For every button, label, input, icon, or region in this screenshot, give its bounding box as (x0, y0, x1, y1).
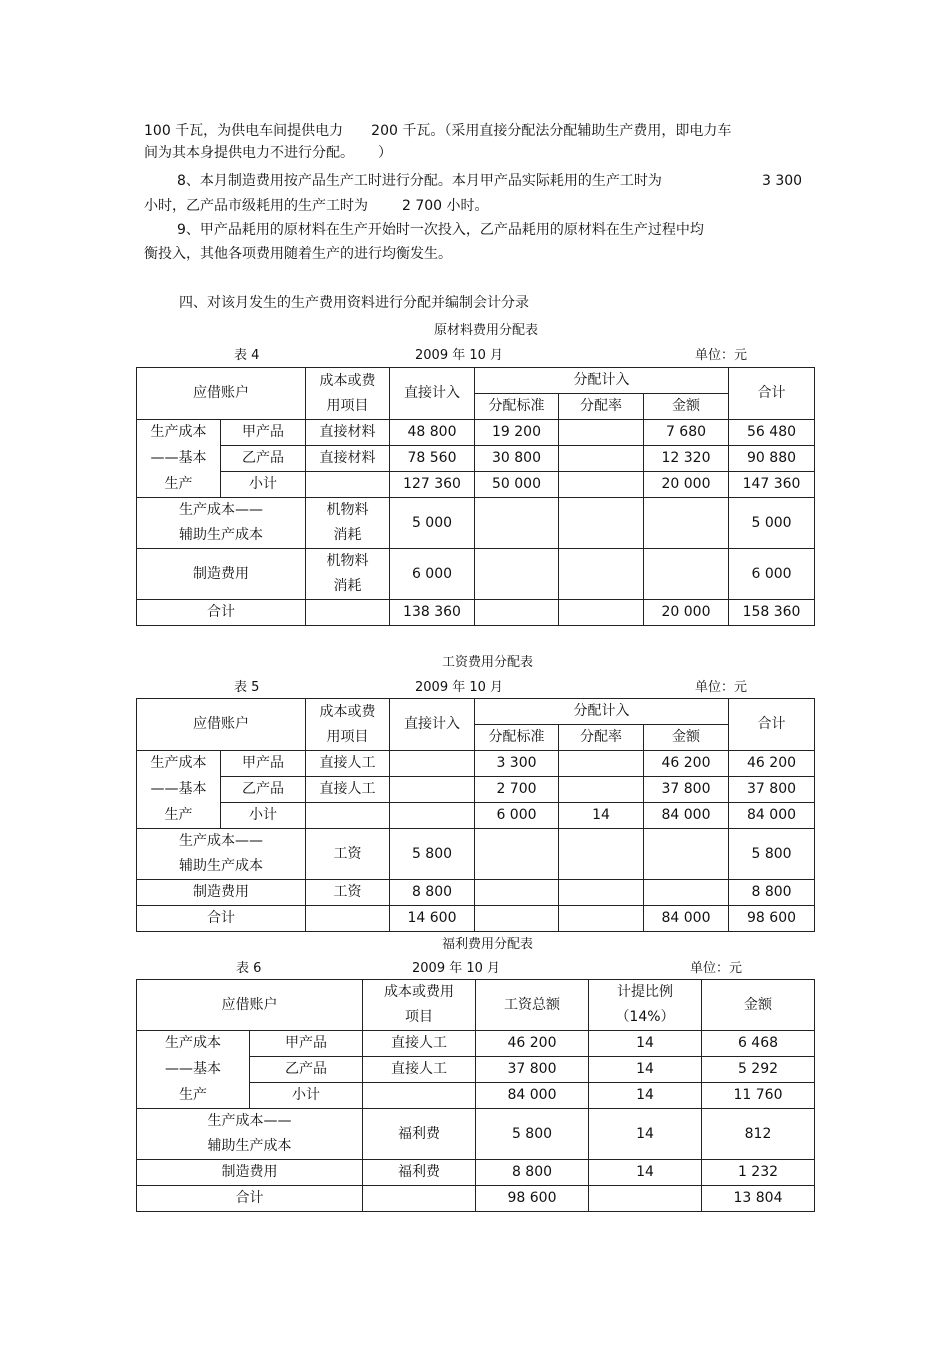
cell: 直接材料 (306, 420, 390, 446)
cell (306, 600, 390, 626)
cell: 84 000 (476, 1083, 589, 1109)
cell: 直接人工 (363, 1057, 476, 1083)
group-label: 生产 (137, 472, 221, 498)
header-direct: 直接计入 (390, 368, 475, 420)
cell: 158 360 (729, 600, 815, 626)
cell: 6 000 (475, 803, 559, 829)
table5-title: 工资费用分配表 (442, 655, 534, 670)
table4-date: 2009 年 10 月 (415, 348, 504, 363)
cell (559, 420, 644, 446)
cell (559, 498, 644, 549)
cell-line: 辅助生产成本 (179, 858, 263, 874)
table-row (137, 420, 815, 446)
cell-line: 生产成本—— (207, 1113, 292, 1129)
cell (475, 498, 559, 549)
cell: 5 000 (729, 498, 815, 549)
table4-title: 原材料费用分配表 (434, 323, 539, 338)
cell: 37 800 (476, 1057, 589, 1083)
cell: 6 000 (729, 549, 815, 600)
cell: 合计 (137, 906, 306, 932)
table6-title: 福利费用分配表 (442, 937, 534, 952)
table-row (137, 1160, 815, 1186)
intro-line-1 (144, 121, 731, 141)
cell: 工资 (306, 829, 390, 880)
cell: 5 800 (729, 829, 815, 880)
group-label: 生产 (137, 803, 221, 829)
cell (363, 1186, 476, 1212)
header-item-l2: 用项目 (326, 397, 369, 414)
cell (475, 906, 559, 932)
cell-line: 消耗 (333, 578, 362, 594)
cell: 8 800 (476, 1160, 589, 1186)
header-rate: 分配率 (559, 725, 644, 751)
table-row (137, 498, 815, 549)
intro-text: 200 千瓦。（采用直接分配法分配辅助生产费用，即电力车 (371, 123, 732, 139)
cell: 合计 (137, 1186, 363, 1212)
cell (644, 498, 729, 549)
cell (137, 1109, 363, 1160)
cell: 20 000 (644, 600, 729, 626)
cell: 78 560 (390, 446, 475, 472)
cell (589, 1186, 702, 1212)
header-item (363, 980, 476, 1031)
header-item-l1: 成本或费用 (384, 984, 454, 1000)
cell (306, 906, 390, 932)
cell: 直接人工 (363, 1031, 476, 1057)
header-item-l2: 用项目 (326, 728, 369, 745)
intro-line-2 (144, 143, 392, 163)
table-row (137, 1109, 815, 1160)
cell (390, 777, 475, 803)
group-label: ——基本 (137, 777, 221, 803)
cell: 福利费 (363, 1109, 476, 1160)
cell: 5 000 (390, 498, 475, 549)
cell: 乙产品 (250, 1057, 363, 1083)
cell: 14 (589, 1109, 702, 1160)
cell (559, 906, 644, 932)
cell (559, 880, 644, 906)
cell (559, 472, 644, 498)
header-direct: 直接计入 (390, 699, 475, 751)
intro-text: 8、本月制造费用按产品生产工时进行分配。本月甲产品实际耗用的生产工时为 (177, 173, 662, 189)
cell: 5 292 (702, 1057, 815, 1083)
table-row (137, 880, 815, 906)
cell: 直接人工 (306, 751, 390, 777)
group-label: 生产成本 (137, 1031, 250, 1057)
cell (137, 829, 306, 880)
intro-line-3-num: 3 300 (762, 173, 803, 189)
material-cost-table (136, 367, 815, 626)
intro-text: ） (378, 145, 392, 161)
cell: 56 480 (729, 420, 815, 446)
cell (137, 498, 306, 549)
cell: 1 232 (702, 1160, 815, 1186)
cell-line: 机物料 (326, 502, 369, 518)
cell-line: 机物料 (326, 553, 369, 569)
header-ratio-l2: （14%） (615, 1009, 675, 1025)
header-account: 应借账户 (137, 980, 363, 1031)
cell (559, 446, 644, 472)
cell (390, 803, 475, 829)
cell: 14 600 (390, 906, 475, 932)
cell: 12 320 (644, 446, 729, 472)
cell: 工资 (306, 880, 390, 906)
table5-unit: 单位：元 (695, 680, 748, 695)
header-wage-total: 工资总额 (476, 980, 589, 1031)
cell: 98 600 (729, 906, 815, 932)
table6-date: 2009 年 10 月 (412, 961, 501, 976)
table-row (137, 751, 815, 777)
cell: 14 (589, 1057, 702, 1083)
header-rate: 分配率 (559, 394, 644, 420)
cell-line: 辅助生产成本 (179, 527, 263, 543)
cell (475, 880, 559, 906)
cell: 812 (702, 1109, 815, 1160)
cell (475, 829, 559, 880)
cell: 46 200 (729, 751, 815, 777)
header-item-l2: 项目 (405, 1009, 433, 1025)
cell (475, 600, 559, 626)
cell: 2 700 (475, 777, 559, 803)
intro-text: 100 千瓦，为供电车间提供电力 (144, 123, 344, 139)
cell (306, 803, 390, 829)
table-row (137, 829, 815, 880)
group-label: 生产成本 (137, 751, 221, 777)
cell: 46 200 (476, 1031, 589, 1057)
table4-number: 表 4 (234, 348, 260, 363)
cell: 6 000 (390, 549, 475, 600)
cell: 7 680 (644, 420, 729, 446)
cell: 37 800 (644, 777, 729, 803)
intro-text: 间为其本身提供电力不进行分配。 (144, 145, 354, 161)
group-label: ——基本 (137, 1057, 250, 1083)
cell: 乙产品 (221, 777, 306, 803)
cell: 合计 (137, 600, 306, 626)
header-amount: 金额 (644, 725, 729, 751)
cell: 乙产品 (221, 446, 306, 472)
cell: 37 800 (729, 777, 815, 803)
header-item (306, 699, 390, 751)
header-item-l1: 成本或费 (319, 372, 376, 389)
cell (363, 1083, 476, 1109)
cell: 48 800 (390, 420, 475, 446)
cell: 制造费用 (137, 549, 306, 600)
table5-number: 表 5 (234, 680, 260, 695)
cell: 6 468 (702, 1031, 815, 1057)
cell-line: 辅助生产成本 (207, 1138, 292, 1154)
table6-number: 表 6 (236, 961, 262, 976)
cell: 13 804 (702, 1186, 815, 1212)
cell (559, 777, 644, 803)
cell (644, 829, 729, 880)
cell: 直接人工 (306, 777, 390, 803)
table-row-total (137, 1186, 815, 1212)
table-row (137, 549, 815, 600)
table-row (137, 1031, 815, 1057)
welfare-cost-table (136, 979, 815, 1212)
cell: 5 800 (476, 1109, 589, 1160)
cell (306, 498, 390, 549)
intro-line-6: 衡投入，其他各项费用随着生产的进行均衡发生。 (144, 246, 452, 262)
header-total: 合计 (729, 699, 815, 751)
cell-line: 消耗 (333, 527, 362, 543)
intro-line-3 (177, 171, 662, 191)
cell-line: 生产成本—— (179, 502, 263, 518)
table-row (137, 803, 815, 829)
cell: 20 000 (644, 472, 729, 498)
cell: 小计 (221, 472, 306, 498)
group-label: ——基本 (137, 446, 221, 472)
table-row (137, 446, 815, 472)
header-standard: 分配标准 (475, 394, 559, 420)
cell: 甲产品 (250, 1031, 363, 1057)
table-row (137, 777, 815, 803)
header-standard: 分配标准 (475, 725, 559, 751)
header-total: 合计 (729, 368, 815, 420)
cell: 福利费 (363, 1160, 476, 1186)
cell: 84 000 (644, 803, 729, 829)
intro-line-4 (144, 196, 489, 216)
cell (475, 549, 559, 600)
wage-cost-table (136, 698, 815, 932)
cell: 11 760 (702, 1083, 815, 1109)
cell (644, 549, 729, 600)
cell: 5 800 (390, 829, 475, 880)
cell (390, 751, 475, 777)
header-amount: 金额 (702, 980, 815, 1031)
cell: 127 360 (390, 472, 475, 498)
table-row-total (137, 600, 815, 626)
cell: 8 800 (729, 880, 815, 906)
cell: 14 (589, 1083, 702, 1109)
cell: 138 360 (390, 600, 475, 626)
cell: 46 200 (644, 751, 729, 777)
cell-line: 生产成本—— (179, 833, 263, 849)
cell: 甲产品 (221, 420, 306, 446)
cell: 直接材料 (306, 446, 390, 472)
cell: 制造费用 (137, 1160, 363, 1186)
header-ratio (589, 980, 702, 1031)
table-row (137, 472, 815, 498)
cell: 8 800 (390, 880, 475, 906)
cell (559, 549, 644, 600)
cell (559, 751, 644, 777)
cell: 19 200 (475, 420, 559, 446)
cell: 14 (589, 1031, 702, 1057)
cell: 甲产品 (221, 751, 306, 777)
cell: 14 (589, 1160, 702, 1186)
header-account: 应借账户 (137, 368, 306, 420)
cell: 90 880 (729, 446, 815, 472)
table4-unit: 单位：元 (695, 348, 748, 363)
table5-date: 2009 年 10 月 (415, 680, 504, 695)
cell: 14 (559, 803, 644, 829)
group-label: 生产 (137, 1083, 250, 1109)
intro-line-5: 9、甲产品耗用的原材料在生产开始时一次投入，乙产品耗用的原材料在生产过程中均 (177, 222, 704, 238)
cell (306, 472, 390, 498)
intro-text: 2 700 小时。 (402, 198, 489, 214)
header-allocated: 分配计入 (475, 368, 729, 394)
cell: 98 600 (476, 1186, 589, 1212)
cell (559, 600, 644, 626)
intro-text: 小时，乙产品市级耗用的生产工时为 (144, 198, 368, 214)
header-item (306, 368, 390, 420)
cell: 50 000 (475, 472, 559, 498)
cell: 84 000 (729, 803, 815, 829)
table-row (137, 1057, 815, 1083)
table6-unit: 单位：元 (690, 961, 743, 976)
cell (644, 880, 729, 906)
header-item-l1: 成本或费 (319, 703, 376, 720)
cell (559, 829, 644, 880)
cell: 84 000 (644, 906, 729, 932)
table-row (137, 1083, 815, 1109)
cell: 3 300 (475, 751, 559, 777)
header-account: 应借账户 (137, 699, 306, 751)
cell: 制造费用 (137, 880, 306, 906)
table-row-total (137, 906, 815, 932)
cell: 30 800 (475, 446, 559, 472)
header-amount: 金额 (644, 394, 729, 420)
cell: 147 360 (729, 472, 815, 498)
header-allocated: 分配计入 (475, 699, 729, 725)
group-label: 生产成本 (137, 420, 221, 446)
cell: 小计 (250, 1083, 363, 1109)
section-heading: 四、对该月发生的生产费用资料进行分配并编制会计分录 (179, 295, 529, 311)
cell (306, 549, 390, 600)
cell: 小计 (221, 803, 306, 829)
header-ratio-l1: 计提比例 (617, 984, 673, 1000)
